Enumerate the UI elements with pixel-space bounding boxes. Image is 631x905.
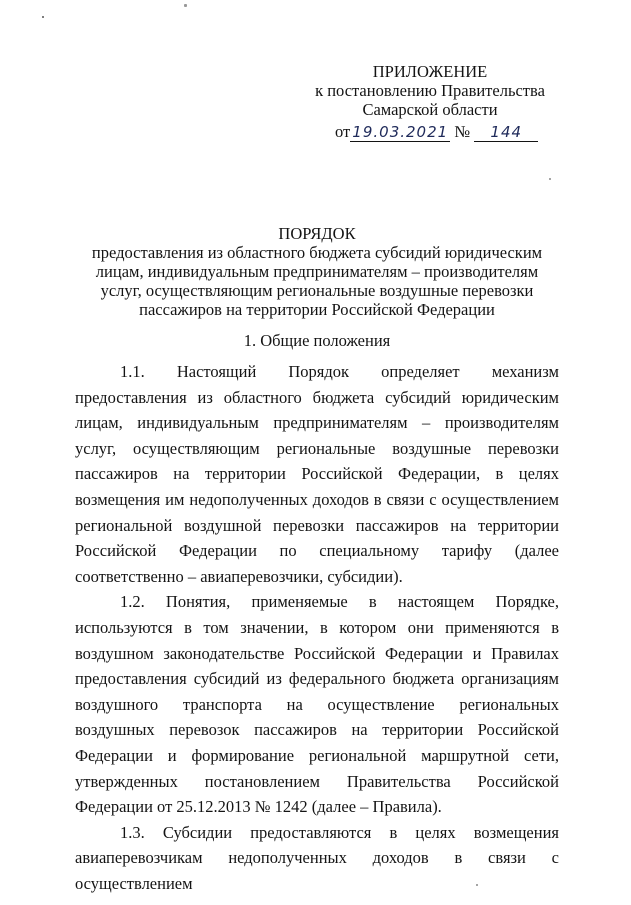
document-title: ПОРЯДОК (278, 224, 356, 243)
scan-speck (42, 16, 44, 18)
paragraph-1-1: 1.1. Настоящий Порядок определяет механизм предоставления из областного бюджета субсидий юридическим лицам, индивидуальным предпринимателям – производителям услуг, осуществляющим региональные воздушные перевозки пассажиров на территории Российской Федерации, в целях возмещения им недополученных доходов в связи с осуществлением региональной воздушной перевозки пассажиров на территории Российской Федерации по специальному тарифу (далее соответственно – авиаперевозчики, субсидии). (75, 362, 559, 586)
scan-speck (184, 4, 187, 7)
handwritten-date: 19.03.2021 (350, 124, 450, 142)
paragraph-1-2: 1.2. Понятия, применяемые в настоящем Порядке, используются в том значении, в котором они применяются в воздушном законодательстве Российской Федерации и Правилах предоставления субсидий из федерального бюджета организациям воздушного транспорта на осуществление региональных воздушных перевозок пассажиров на территории Российской Федерации и формирование региональной маршрутной сети, утвержденных постановлением Правительства Российской Федерации от 25.12.2013 № 1242 (далее – Правила). (75, 592, 559, 817)
section-body (75, 359, 559, 896)
section-heading: 1. Общие положения (243, 331, 391, 350)
date-number-line (335, 122, 555, 142)
appendix-header (300, 62, 560, 119)
resolution-label: к постановлению Правительства (315, 81, 545, 100)
scan-speck (549, 178, 551, 180)
number-prefix: № (454, 122, 471, 141)
paragraph-1-3: 1.3. Субсидии предоставляются в целях возмещения авиаперевозчикам недополученных доходов в связи с осуществлением (75, 822, 559, 893)
date-prefix: от (335, 122, 351, 141)
appendix-label: ПРИЛОЖЕНИЕ (372, 62, 488, 81)
document-subtitle: предоставления из областного бюджета субсидий юридическим лицам, индивидуальным предпринимателям – производителям услуг, осуществляющим региональные воздушные перевозки пассажиров на территории Российской Федерации (91, 243, 543, 319)
handwritten-number: 144 (474, 124, 538, 142)
region-label: Самарской области (362, 100, 498, 119)
